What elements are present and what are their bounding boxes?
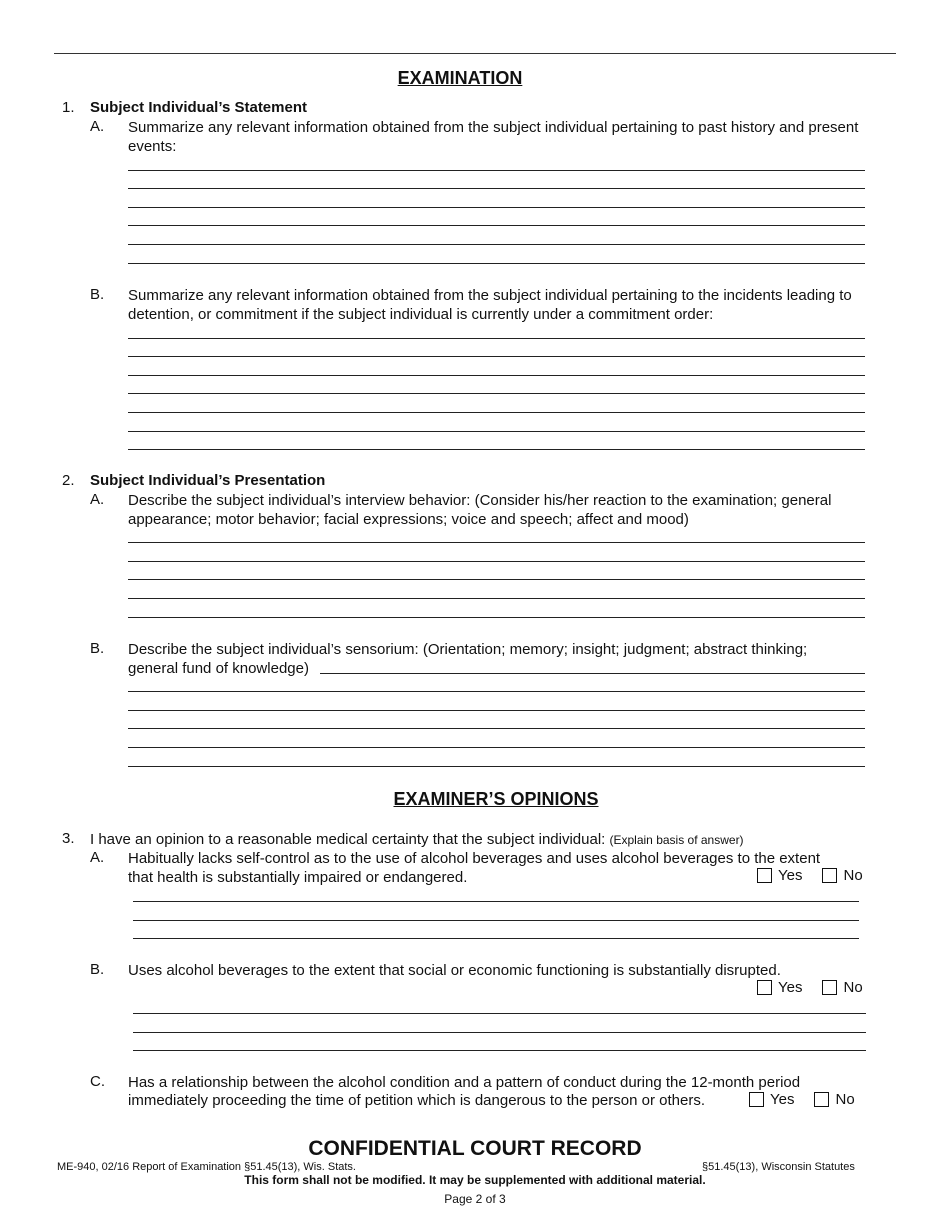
section-3a-letter: A. <box>90 849 105 866</box>
section-3a-text-line-2: that health is substantially impaired or endangered. <box>128 869 468 886</box>
section-2-title: Subject Individual’s Presentation <box>90 472 326 489</box>
section-2a-answer-line-5[interactable] <box>128 617 865 618</box>
section-1a-answer-line-5[interactable] <box>128 244 865 245</box>
examiner-opinions-heading: EXAMINER’S OPINIONS <box>393 789 599 809</box>
confidential-court-record-title: CONFIDENTIAL COURT RECORD <box>308 1137 642 1160</box>
section-2b-answer-line-5[interactable] <box>128 766 865 767</box>
section-3a-answer-line-3[interactable] <box>133 938 859 939</box>
section-3c-yes-no <box>749 1091 855 1108</box>
section-3a-no-checkbox[interactable] <box>822 868 837 883</box>
form-identifier: ME-940, 02/16 Report of Examination §51.45(13), Wis. Stats. <box>57 1161 356 1173</box>
section-3b-answer-line-3[interactable] <box>133 1050 866 1051</box>
section-3a-answer-line-2[interactable] <box>133 920 859 921</box>
section-1-number: 1. <box>62 99 75 116</box>
section-1a-letter: A. <box>90 118 105 135</box>
section-2a-answer-line-4[interactable] <box>128 598 865 599</box>
section-3b-answer-line-2[interactable] <box>133 1032 866 1033</box>
section-3-intro <box>90 830 890 850</box>
yes-label: Yes <box>770 1091 795 1108</box>
examination-heading: EXAMINATION <box>397 68 523 88</box>
page-number: Page 2 of 3 <box>444 1192 506 1206</box>
no-label: No <box>835 1091 855 1108</box>
section-3b-no-option[interactable] <box>822 979 862 996</box>
section-1a-text: Summarize any relevant information obtained from the subject individual pertaining to past history and present events: <box>128 119 859 155</box>
modification-notice: This form shall not be modified. It may be supplemented with additional material. <box>244 1173 706 1187</box>
section-3c-yes-option[interactable] <box>749 1091 808 1108</box>
no-label: No <box>843 979 863 996</box>
section-3c-no-option[interactable] <box>814 1091 854 1108</box>
no-label: No <box>843 867 863 884</box>
section-2b-answer-line-3[interactable] <box>128 728 865 729</box>
section-3b-text-line-1: Uses alcohol beverages to the extent that social or economic functioning is substantially disrupted. <box>128 962 781 979</box>
section-2b-answer-line-2[interactable] <box>128 710 865 711</box>
section-1a-answer-line-1[interactable] <box>128 170 865 171</box>
section-1a-answer-line-3[interactable] <box>128 207 865 208</box>
section-3a-text-line-1: Habitually lacks self-control as to the use of alcohol beverages and uses alcohol beverages to the extent <box>128 850 821 867</box>
section-2b-text-line-1: Describe the subject individual’s sensorium: (Orientation; memory; insight; judgment; abstract thinking; <box>128 641 808 658</box>
yes-label: Yes <box>778 979 803 996</box>
section-3c-yes-checkbox[interactable] <box>749 1092 764 1107</box>
section-3a-answer-line-1[interactable] <box>133 901 859 902</box>
section-1a-answer-line-4[interactable] <box>128 225 865 226</box>
section-3b-yes-no <box>757 979 863 996</box>
section-3-number: 3. <box>62 830 75 847</box>
section-2a-text: Describe the subject individual’s interview behavior: (Consider his/her reaction to the examination; general appearance; motor behavior; facial expressions; voice and speech; affect and mood) <box>128 492 832 528</box>
section-1a-answer-line-6[interactable] <box>128 263 865 264</box>
section-1b-answer-line-3[interactable] <box>128 375 865 376</box>
section-1b-text: Summarize any relevant information obtained from the subject individual pertaining to the incidents leading to detention, or commitment if the subject individual is currently under a commitment order: <box>128 287 852 323</box>
section-2a-answer-line-1[interactable] <box>128 542 865 543</box>
section-2b-letter: B. <box>90 640 105 657</box>
section-2b-answer-line-4[interactable] <box>128 747 865 748</box>
section-1a-answer-line-2[interactable] <box>128 188 865 189</box>
section-3b-yes-option[interactable] <box>757 979 816 996</box>
section-3c-letter: C. <box>90 1073 105 1090</box>
yes-label: Yes <box>778 867 803 884</box>
section-2b-answer-line-inline[interactable] <box>320 673 865 674</box>
section-3c-text-line-1: Has a relationship between the alcohol condition and a pattern of conduct during the 12-month period <box>128 1074 801 1091</box>
section-2b-answer-line-1[interactable] <box>128 691 865 692</box>
section-1b-answer-line-2[interactable] <box>128 356 865 357</box>
section-1-title: Subject Individual’s Statement <box>90 99 307 116</box>
section-3c-text-line-2: immediately proceeding the time of petition which is dangerous to the person or others. <box>128 1092 705 1109</box>
section-1b-letter: B. <box>90 286 105 303</box>
section-2b-text-line-2: general fund of knowledge) <box>128 660 309 677</box>
section-3c-no-checkbox[interactable] <box>814 1092 829 1107</box>
section-3-intro-note: (Explain basis of answer) <box>609 833 744 847</box>
section-1b-answer-line-7[interactable] <box>128 449 865 450</box>
section-1b-answer-line-5[interactable] <box>128 412 865 413</box>
section-1b-answer-line-6[interactable] <box>128 431 865 432</box>
section-3b-answer-line-1[interactable] <box>133 1013 866 1014</box>
top-rule <box>54 53 896 54</box>
section-2-number: 2. <box>62 472 75 489</box>
section-3a-yes-option[interactable] <box>757 867 816 884</box>
section-3b-no-checkbox[interactable] <box>822 980 837 995</box>
section-2a-answer-line-2[interactable] <box>128 561 865 562</box>
section-3a-yes-checkbox[interactable] <box>757 868 772 883</box>
section-2a-letter: A. <box>90 491 105 508</box>
section-3a-yes-no <box>757 867 863 884</box>
section-3b-letter: B. <box>90 961 105 978</box>
statute-reference: §51.45(13), Wisconsin Statutes <box>702 1161 855 1173</box>
section-3-intro-text: I have an opinion to a reasonable medical certainty that the subject individual: <box>90 831 606 848</box>
section-1b-answer-line-1[interactable] <box>128 338 865 339</box>
section-2a-answer-line-3[interactable] <box>128 579 865 580</box>
section-1b-answer-line-4[interactable] <box>128 393 865 394</box>
section-3b-yes-checkbox[interactable] <box>757 980 772 995</box>
section-3a-no-option[interactable] <box>822 867 862 884</box>
